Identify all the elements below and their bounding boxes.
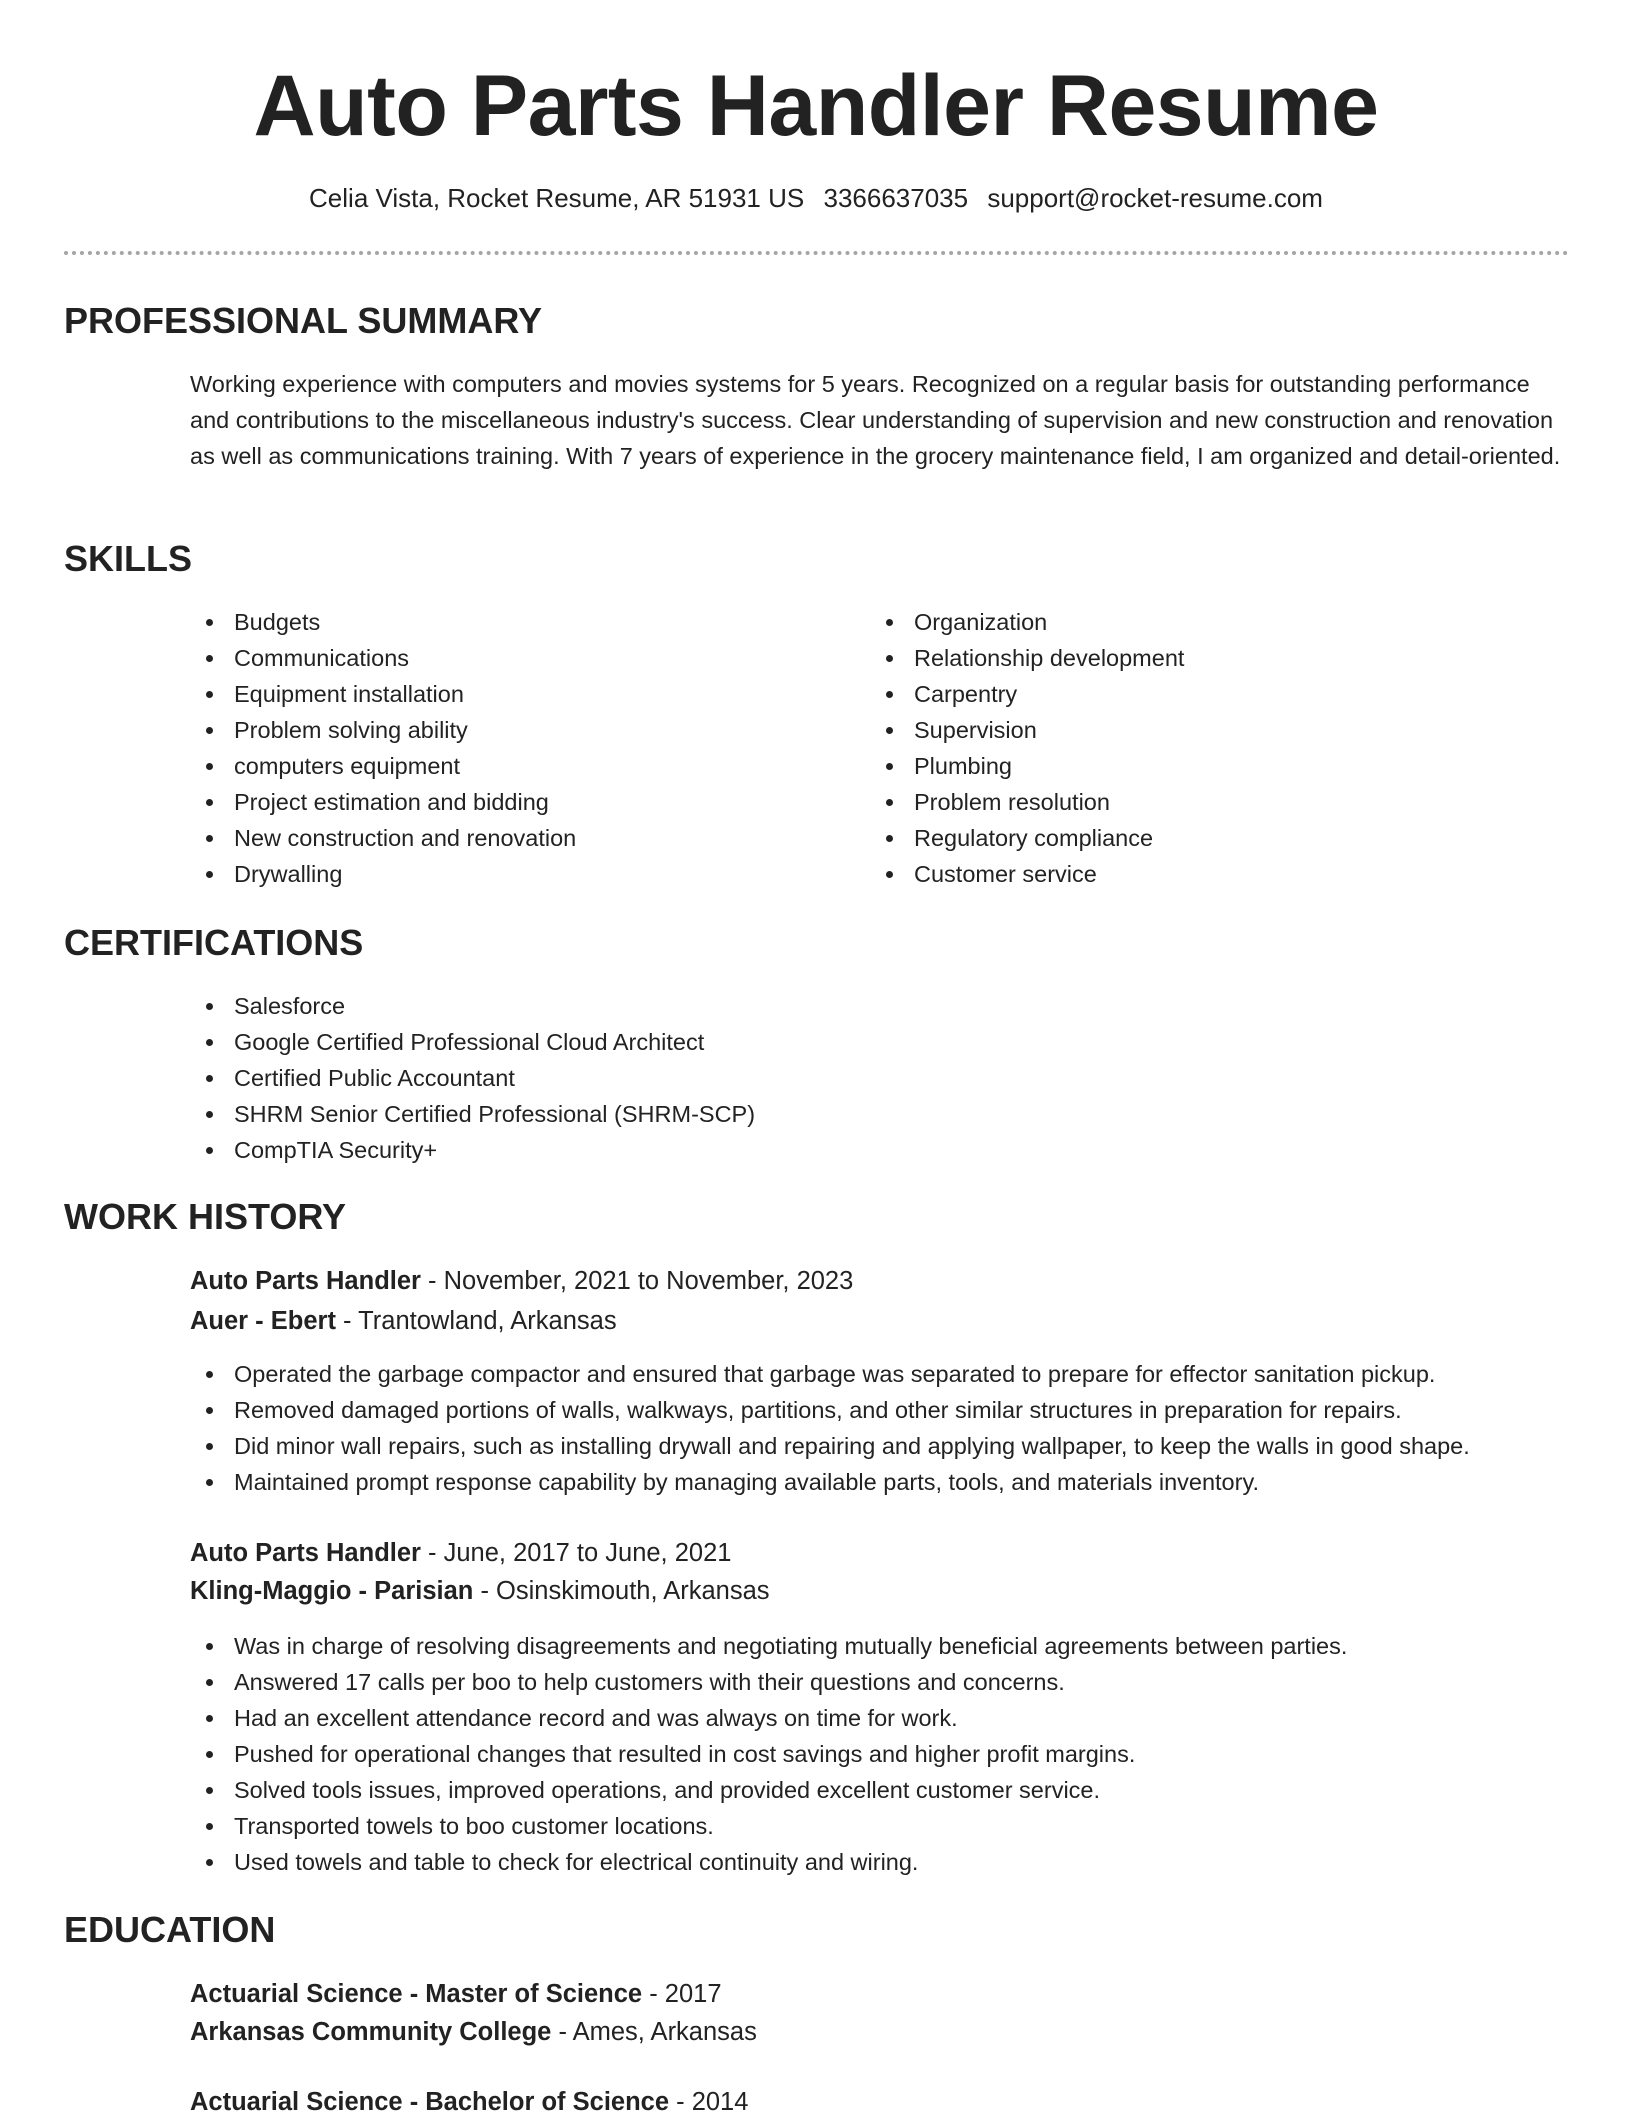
job-duty-item: Solved tools issues, improved operations, and provided excellent customer service. <box>190 1772 1347 1808</box>
contact-address: Celia Vista, Rocket Resume, AR 51931 US <box>309 183 805 213</box>
job-company-line <box>190 1302 617 1340</box>
skill-item: Customer service <box>870 856 1184 892</box>
work-history-heading: WORK HISTORY <box>64 1196 347 1237</box>
resume-title: Auto Parts Handler Resume <box>253 58 1379 154</box>
skill-item: Carpentry <box>870 676 1184 712</box>
job-title: Auto Parts Handler <box>190 1267 421 1295</box>
education-school-line <box>190 2013 757 2051</box>
job-duty-item: Maintained prompt response capability by managing available parts, tools, and materials inventory. <box>190 1464 1470 1500</box>
skills-list-left <box>190 604 576 892</box>
job-duty-item: Removed damaged portions of walls, walkways, partitions, and other similar structures in preparation for repairs. <box>190 1392 1470 1428</box>
job-duty-item: Used towels and table to check for electrical continuity and wiring. <box>190 1844 1347 1880</box>
education-degree-line <box>190 1975 722 2013</box>
certifications-heading: CERTIFICATIONS <box>64 922 364 963</box>
job-location: - Osinskimouth, Arkansas <box>473 1577 770 1605</box>
skill-item: New construction and renovation <box>190 820 576 856</box>
certification-item: Certified Public Accountant <box>190 1060 755 1096</box>
job-dates: - November, 2021 to November, 2023 <box>420 1267 854 1295</box>
job-duties-list <box>190 1356 1470 1500</box>
job-duty-item: Pushed for operational changes that resulted in cost savings and higher profit margins. <box>190 1736 1347 1772</box>
job-company: Kling-Maggio - Parisian <box>190 1577 474 1605</box>
job-duty-item: Operated the garbage compactor and ensured that garbage was separated to prepare for effector sanitation pickup. <box>190 1356 1470 1392</box>
certifications-list <box>190 988 755 1168</box>
job-dates: - June, 2017 to June, 2021 <box>420 1539 732 1567</box>
skill-item: Problem solving ability <box>190 712 576 748</box>
skill-item: Problem resolution <box>870 784 1184 820</box>
education-heading: EDUCATION <box>64 1909 276 1950</box>
skill-item: Drywalling <box>190 856 576 892</box>
job-duties-list <box>190 1628 1347 1880</box>
education-location: - Ames, Arkansas <box>551 2018 757 2046</box>
job-duty-item: Was in charge of resolving disagreements and negotiating mutually beneficial agreements between parties. <box>190 1628 1347 1664</box>
summary-heading: PROFESSIONAL SUMMARY <box>64 300 543 341</box>
skill-item: computers equipment <box>190 748 576 784</box>
contact-phone: 3366637035 <box>823 183 969 213</box>
education-year: - 2017 <box>642 1980 722 2008</box>
skills-heading: SKILLS <box>64 538 193 579</box>
job-company: Auer - Ebert <box>190 1307 336 1335</box>
certification-item: CompTIA Security+ <box>190 1132 755 1168</box>
skill-item: Supervision <box>870 712 1184 748</box>
skill-item: Organization <box>870 604 1184 640</box>
job-title-line <box>190 1534 731 1572</box>
summary-text: Working experience with computers and movies systems for 5 years. Recognized on a regular basis for outstanding performance and contributions to the miscellaneous industry's success. Clear understanding of supervision and new construction and renovation as well as communications training. With 7 years of experience in the grocery maintenance field, I am organized and detail-oriented. <box>190 371 1561 469</box>
skills-list-right <box>870 604 1184 892</box>
education-degree: Actuarial Science - Master of Science <box>190 1980 643 2008</box>
skill-item: Communications <box>190 640 576 676</box>
job-title: Auto Parts Handler <box>190 1539 421 1567</box>
contact-email: support@rocket-resume.com <box>987 183 1323 213</box>
skill-item: Regulatory compliance <box>870 820 1184 856</box>
job-location: - Trantowland, Arkansas <box>335 1307 617 1335</box>
certification-item: Google Certified Professional Cloud Architect <box>190 1024 755 1060</box>
header-divider <box>64 251 1569 255</box>
education-degree-line <box>190 2083 748 2112</box>
education-year: - 2014 <box>669 2088 749 2112</box>
education-school: Arkansas Community College <box>190 2018 552 2046</box>
certification-item: Salesforce <box>190 988 755 1024</box>
certification-item: SHRM Senior Certified Professional (SHRM-SCP) <box>190 1096 755 1132</box>
job-company-line <box>190 1572 770 1610</box>
job-duty-item: Did minor wall repairs, such as installing drywall and repairing and applying wallpaper, to keep the walls in good shape. <box>190 1428 1470 1464</box>
skill-item: Budgets <box>190 604 576 640</box>
skill-item: Plumbing <box>870 748 1184 784</box>
job-duty-item: Had an excellent attendance record and was always on time for work. <box>190 1700 1347 1736</box>
skill-item: Equipment installation <box>190 676 576 712</box>
education-degree: Actuarial Science - Bachelor of Science <box>190 2088 670 2112</box>
skill-item: Relationship development <box>870 640 1184 676</box>
contact-line <box>0 182 1632 214</box>
job-duty-item: Answered 17 calls per boo to help customers with their questions and concerns. <box>190 1664 1347 1700</box>
job-duty-item: Transported towels to boo customer locations. <box>190 1808 1347 1844</box>
job-title-line <box>190 1262 853 1300</box>
skill-item: Project estimation and bidding <box>190 784 576 820</box>
